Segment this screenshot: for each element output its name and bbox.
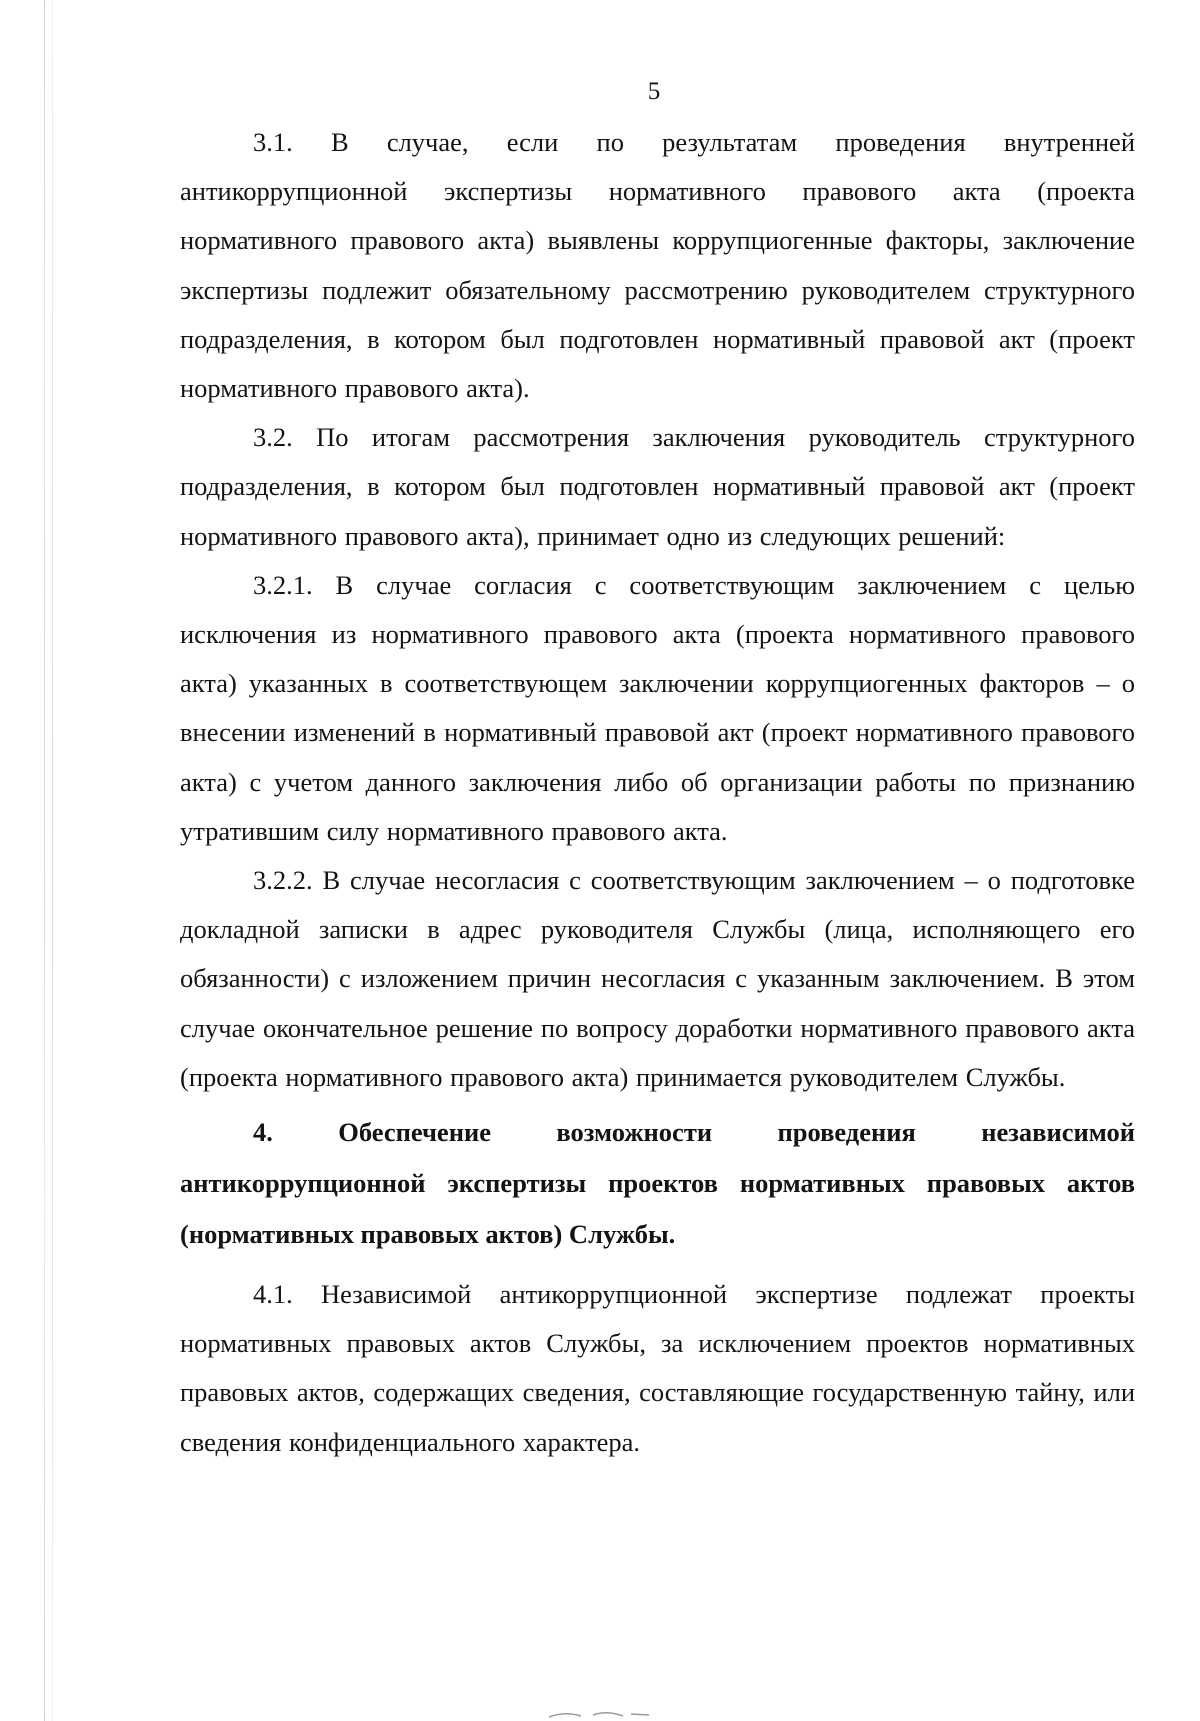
document-body [180,118,1135,1467]
scan-edge-line [44,0,45,1721]
paragraph-3-2: 3.2. По итогам рассмотрения заключения руководитель структурного подразделения, в котором был подготовлен нормативный правовой акт (проект нормативного правового акта), принимает одно из следующих решений: [180,422,1135,551]
section-4-heading: 4. Обеспечение возможности проведения независимой антикоррупционной экспертизы проектов нормативных правовых актов (нормативных правовых актов) Службы. [180,1117,1135,1250]
scan-edge-line-secondary [52,0,53,1721]
paragraph-3-2-2: 3.2.2. В случае несогласия с соответствующим заключением – о подготовке докладной записки в адрес руководителя Службы (лица, исполняющего его обязанности) с изложением причин несогласия с указанным заключением. В этом случае окончательное решение по вопросу доработки нормативного правового акта (проекта нормативного правового акта) принимается руководителем Службы. [180,865,1135,1092]
paragraph-3-1: 3.1. В случае, если по результатам проведения внутренней антикоррупционной экспертизы нормативного правового акта (проекта нормативного правового акта) выявлены коррупциогенные факторы, заключение экспертизы подлежит обязательному рассмотрению руководителем структурного подразделения, в котором был подготовлен нормативный правовой акт (проект нормативного правового акта). [180,127,1135,404]
footer-scan-artifact [545,1709,655,1719]
paragraph-3-2-1: 3.2.1. В случае согласия с соответствующим заключением с целью исключения из нормативного правового акта (проекта нормативного правового акта) указанных в соответствующем заключении коррупциогенных факторов – о внесении изменений в нормативный правовой акт (проект нормативного правового акта) с учетом данного заключения либо об организации работы по признанию утратившим силу нормативного правового акта. [180,569,1135,846]
page-number-value: 5 [647,78,661,105]
paragraph-4-1: 4.1. Независимой антикоррупционной экспертизе подлежат проекты нормативных правовых актов Службы, за исключением проектов нормативных правовых актов, содержащих сведения, составляющие государственную тайну, или сведения конфиденциального характера. [180,1279,1135,1457]
page-number [0,74,1200,110]
